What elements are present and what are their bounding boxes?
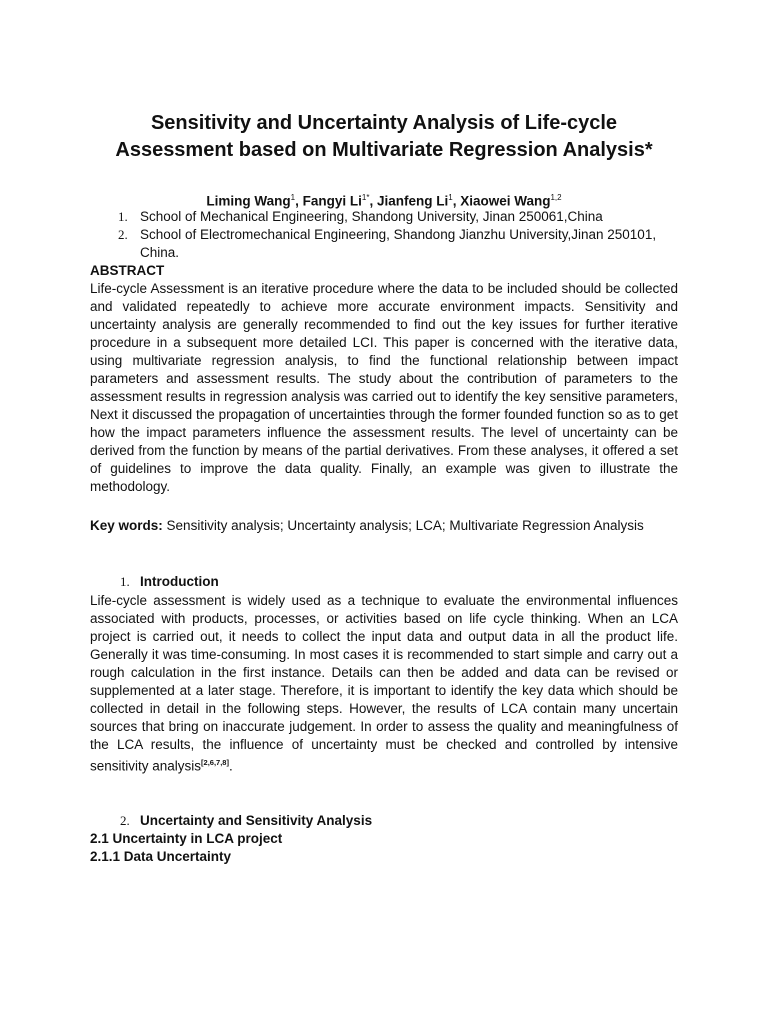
abstract-text: Life-cycle Assessment is an iterative procedure where the data to be included should be collected and validated repeatedly to achieve more accurate environment impacts. Sensitivity and uncertainty analysis are generally recommended to find out the key issues for further iterative procedure in a subsequent more detailed LCI. This paper is concerned with the iterative data, using multivariate regression analysis, to find the functional relationship between impact parameters and assessment results. The study about the contribution of parameters to the assessment results in regression analysis was carried out to identify the key sensitive parameters, Next it discussed the propagation of uncertainties through the former founded function so as to get how the impact parameters influence the assessment results. The level of uncertainty can be derived from the function by means of the partial derivatives. From these analyses, it offered a set of guidelines to improve the data quality. Finally, an example was given to illustrate the methodology. (90, 281, 678, 494)
citation-ref: [2,6,7,8] (201, 758, 229, 767)
introduction-body: Life-cycle assessment is widely used as a technique to evaluate the environmental influences associated with products, processes, or activities based on life cycle thinking. When an LCA project is carried out, it needs to collect the input data and output data in all the product life. Generally it was time-consuming. In most cases it is recommended to start simple and carry out a rough calculation in the first instance. Details can then be added and data can be revised or supplemented at a later stage. Therefore, it is important to identify the key data which should be collected in detail in the following steps. However, the results of LCA contain many uncertain sources that bring on inaccurate judgement. In order to assess the quality and meaningfulness of the LCA results, the influence of uncertainty must be checked and controlled by intensive sensitivity analysis (90, 593, 678, 774)
affiliation-item (118, 226, 658, 262)
paper-title: Sensitivity and Uncertainty Analysis of Life-cycle Assessment based on Multivariate Regression Analysis* (115, 112, 653, 161)
affiliation-number: 1. (118, 209, 128, 224)
abstract-heading: ABSTRACT (90, 263, 165, 278)
affiliation-text: School of Electromechanical Engineering, Shandong Jianzhu University,Jinan 250101, China. (140, 227, 657, 260)
section-heading (120, 573, 219, 591)
author-affiliation-mark: 1 (448, 193, 453, 202)
author-name: Jianfeng Li (376, 193, 449, 209)
keywords-text: Sensitivity analysis; Uncertainty analysis; LCA; Multivariate Regression Analysis (166, 518, 644, 533)
author-affiliation-mark: 1 (290, 193, 296, 202)
author-name: Xiaowei Wang (460, 193, 551, 209)
author-list: Liming Wang$^1$, Fangyi $Li^{1*}$, Jianfeng Li$^1$, Xiaowei Wang$^{1,2}$ (206, 193, 562, 209)
subsubsection-heading: 2.1.1 Data Uncertainty (90, 849, 232, 864)
introduction-end: . (228, 758, 233, 774)
author-affiliation-mark: 1* (361, 193, 370, 202)
section-heading (120, 812, 372, 830)
author-name: Liming Wang (206, 193, 291, 209)
introduction-text (90, 592, 678, 776)
section-title: Introduction (140, 574, 219, 589)
section-number: 1. (120, 574, 130, 589)
section-title: Uncertainty and Sensitivity Analysis (140, 813, 373, 828)
affiliation-number: 2. (118, 227, 128, 242)
keywords (90, 517, 678, 535)
section-number: 2. (120, 813, 130, 828)
author-affiliation-mark: 1,2 (550, 193, 562, 202)
affiliation-item (118, 208, 678, 226)
author-name: Fangyi Li (302, 193, 362, 209)
affiliation-text: School of Mechanical Engineering, Shandong University, Jinan 250061,China (140, 209, 603, 224)
keywords-label: Key words: (90, 518, 163, 533)
subsection-heading: 2.1 Uncertainty in LCA project (90, 831, 283, 846)
